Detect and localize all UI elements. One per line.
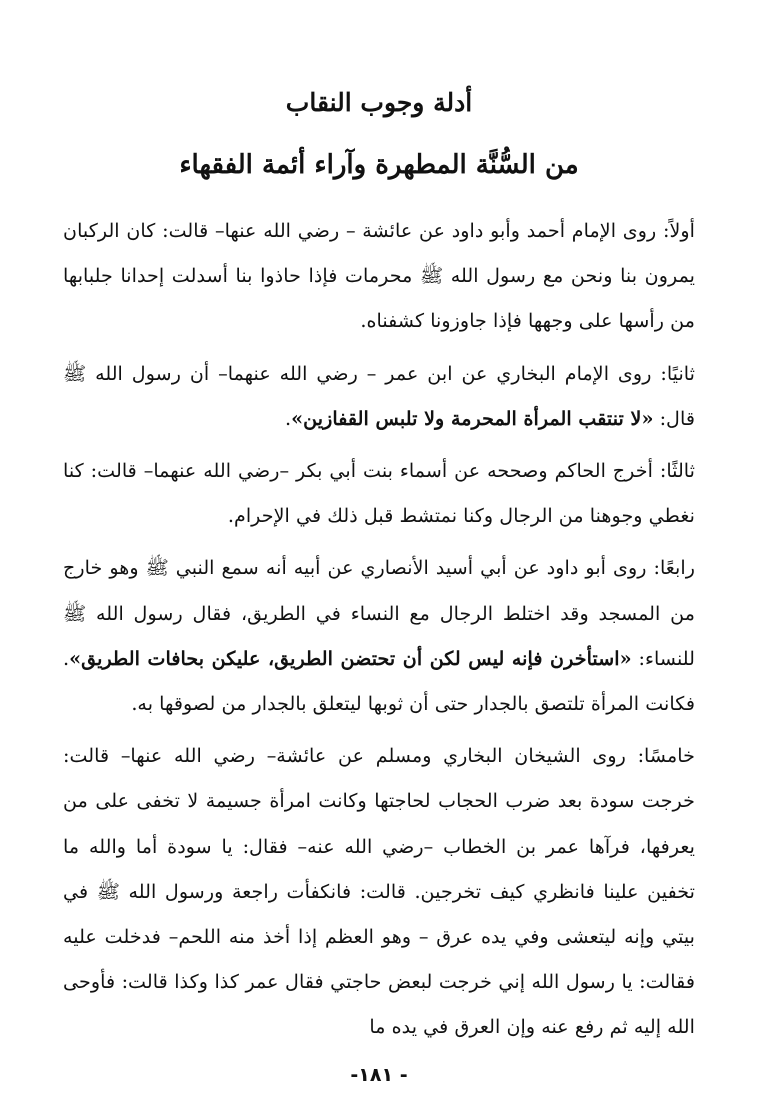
paragraph-text: روى الإمام البخاري عن ابن عمر – رضي الله عنهما– أن رسول الله ﷺ قال: [63, 361, 695, 430]
hadith-quote: «استأخرن فإنه ليس لكن أن تحتضن الطريق، عليكن بحافات الطريق» [69, 646, 632, 670]
paragraph-4 [63, 545, 695, 726]
page-number: - ١٨١- [350, 1064, 408, 1086]
paragraph-heading: ثانيًا: [660, 361, 695, 385]
paragraph-text: روى الشيخان البخاري ومسلم عن عائشة– رضي الله عنها– قالت: خرجت سودة بعد ضرب الحجاب لحاجتها وكانت امرأة جسيمة لا تخفى على من يعرفها، فرآها عمر بن الخطاب –رضي الله عنه– فقال: يا سودة أما والله ما تخفين علينا فانظري كيف تخرجين. قالت: فانكفأت راجعة ورسول الله ﷺ في بيتي وإنه ليتعشى وفي يده عرق – وهو العظم إذا أخذ منه اللحم– فدخلت عليه فقالت: يا رسول الله إني خرجت لبعض حاجتي فقال عمر كذا وكذا قالت: فأوحى الله إليه ثم رفع عنه وإن العرق في يده ما [63, 744, 695, 1039]
paragraph-heading: رابعًا: [653, 556, 695, 580]
paragraph-text: روى أبو داود عن أبي أسيد الأنصاري عن أبيه أنه سمع النبي ﷺ وهو خارج من المسجد وقد اختلط الرجال مع النساء في الطريق، فقال رسول الله ﷺ للنساء: [63, 556, 695, 670]
paragraph-3 [63, 448, 695, 538]
paragraph-heading: أولاً: [662, 219, 695, 242]
paragraph-tail: . [285, 406, 292, 430]
paragraph-2 [63, 351, 695, 441]
paragraph-5 [63, 733, 695, 1049]
paragraph-1 [63, 208, 695, 344]
paragraph-tail: . فكانت المرأة تلتصق بالجدار حتى أن ثوبها ليتعلق بالجدار من لصوقها به. [63, 646, 695, 716]
paragraph-text: أخرج الحاكم وصححه عن أسماء بنت أبي بكر –رضي الله عنهما– قالت: كنا نغطي وجوهنا من الرجال وكنا نمتشط قبل ذلك في الإحرام. [63, 459, 695, 528]
page-subtitle: من السُّنَّة المطهرة وآراء أئمة الفقهاء [179, 150, 579, 180]
paragraph-heading: خامسًا: [637, 744, 695, 768]
paragraph-text: روى الإمام أحمد وأبو داود عن عائشة – رضي الله عنها– قالت: كان الركبان يمرون بنا ونحن مع رسول الله ﷺ محرمات فإذا حاذوا بنا أسدلت إحدانا جلبابها من رأسها على وجهها فإذا جاوزونا كشفناه. [63, 219, 695, 333]
hadith-quote: «لا تنتقب المرأة المحرمة ولا تلبس القفازين» [291, 406, 654, 430]
paragraph-heading: ثالثًا: [659, 459, 695, 483]
body-text [63, 208, 695, 1050]
page-title: أدلة وجوب النقاب [285, 88, 473, 117]
